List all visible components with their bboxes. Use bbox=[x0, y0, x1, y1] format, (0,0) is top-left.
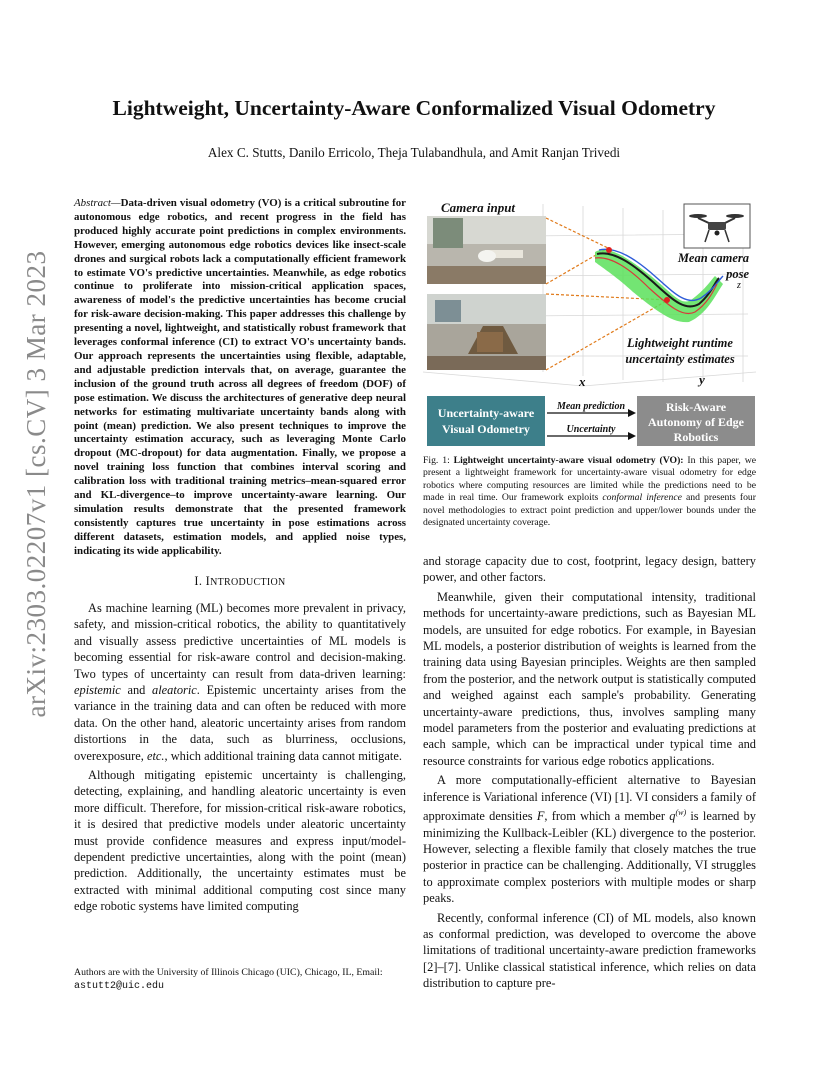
term-aleatoric: aleatoric bbox=[152, 683, 197, 697]
text-run: As machine learning (ML) becomes more prevalent in privacy, safety, and mission-critical robotics, the ability to quantitatively and visually assess predictive uncertainties of ML models is becoming essential for risk-aware control and decision-making. Two types of uncertainty can result from data-driven learning: bbox=[74, 600, 406, 681]
text-run: . Epistemic uncertainty arises from the variance in the training data and can often be reduced with more data. On the other hand, aleatoric uncertainty arises from random distortions in the data, such as blurriness, occlusions, overexposure, bbox=[74, 683, 406, 763]
math-symbol: q bbox=[669, 809, 676, 824]
mean-camera-pose-label-1: Mean camera bbox=[677, 251, 749, 265]
camera-input-label: Camera input bbox=[441, 200, 516, 215]
caption-bold: Lightweight uncertainty-aware visual odometry (VO): bbox=[453, 455, 684, 466]
drone-icon bbox=[684, 204, 750, 248]
figure-1-caption bbox=[423, 455, 756, 529]
footnote-text: Authors are with the University of Illinois Chicago (UIC), Chicago, IL, Email: bbox=[74, 967, 383, 978]
paper-title: Lightweight, Uncertainty-Aware Conformalized Visual Odometry bbox=[112, 96, 716, 120]
pose-marker bbox=[606, 247, 612, 253]
math-symbol: F bbox=[536, 809, 545, 824]
axis-y-label: y bbox=[699, 372, 705, 387]
paragraph: Although mitigating epistemic uncertainty is challenging, detecting, explaining, and handling aleatoric uncertainty is even more difficult. Therefore, for mission-critical risk-aware robotics, it is desired that predictive models under aleatoric uncertainty must provide confidence measures and express input/model-dependent predictive uncertainties, along with the point (mean) prediction. Additionally, the uncertainty estimates must be extracted with minimal additional computing cost since many edge robotic systems have limited computing bbox=[74, 768, 406, 914]
left-column bbox=[74, 197, 406, 918]
paragraph bbox=[423, 772, 756, 906]
author-footnote bbox=[74, 966, 406, 993]
paragraph: Meanwhile, given their computational intensity, traditional methods for uncertainty-aware predictions, such as Bayesian ML models, are unsuited for edge robotics. For example, in Bayesian ML models, a posterior distribution of weights is learned from the training data using Bayesian principles. Weights are then sampled from the posterior, and the network output is statistically computed and weighed against each sample's probability. Generating uncertainty-aware predictions, thus, involves sampling many model parameters from the posterior and evaluating predictions at each sample, which can be impractical under typical time and resource constraints for various edge robotics applications. bbox=[423, 589, 756, 768]
section-heading-introduction bbox=[74, 573, 406, 591]
text-run: , from which a member bbox=[544, 809, 670, 824]
abstract-text: Data-driven visual odometry (VO) is a critical subroutine for autonomous edge robotics, and recent progress in the field has produced highly accurate point predictions in complex environments. However, emerging autonomous edge robotics devices like insect-scale drones and surgical robots lack a computationally efficient framework to estimate VO's predictive uncertainties. Meanwhile, as edge robotics continue to proliferate into mission-critical application spaces, awareness of model's the predictive uncertainties has become crucial for risk-aware decision-making. This paper addresses this challenge by presenting a novel, lightweight, and statistically robust framework that leverages conformal inference (CI) to extract VO's uncertainty bands. Our approach represents the uncertainties using flexible, adaptable, and adjustable prediction intervals that, on average, guarantee the inclusion of the ground truth across all degrees of freedom (DOF) of pose estimation. We discuss the architectures of generative deep neural networks for estimating multivariate uncertainty bands along with point (mean) prediction. We also present techniques to improve the uncertainty estimation accuracy, such as leveraging Monte Carlo dropout (MC-dropout) for data augmentation. Finally, we propose a novel training loss function that combines interval scoring and calibration loss with traditional training metrics–mean-squared error and KL-divergence–to improve uncertainty-aware learning. Our simulation results demonstrate that the presented framework consistently captures true uncertainty in pose estimations across different datasets, estimation models, and applied noise types, indicating its wide applicability. bbox=[74, 197, 406, 557]
runtime-label-1: Lightweight runtime bbox=[627, 336, 733, 350]
arxiv-identifier-stamp: arXiv:2303.02207v1 [cs.CV] 3 Mar 2023 bbox=[21, 250, 51, 718]
section-title-initial: I bbox=[205, 573, 211, 588]
box-right-line-2: Autonomy of Edge bbox=[647, 415, 745, 429]
mean-camera-pose-label-2: pose bbox=[726, 267, 749, 281]
math-superscript: (w) bbox=[675, 808, 687, 818]
text-run: is learned by minimizing the Kullback-Leibler (KL) divergence to the posterior. However, selecting a flexible family that closely matches the true posterior in practice can be challenging. Additionally, VI struggles to approximate complex posteriors with multiple modes or sharp peaks. bbox=[423, 809, 756, 906]
caption-text: In this paper, we present a lightweight framework for uncertainty-aware visual odometry for edge robotics where computing resources are limited while the predictions need to be made in real time. Our framework exploits bbox=[423, 455, 756, 504]
pose-marker bbox=[664, 297, 670, 303]
arrow-label-mean-prediction: Mean prediction bbox=[556, 401, 626, 412]
term-etc: etc. bbox=[146, 748, 165, 763]
text-run: , which additional training data cannot mitigate. bbox=[164, 748, 402, 763]
paragraph: Recently, conformal inference (CI) of ML models, also known as conformal prediction, was developed to overcome the above limitations of traditional uncertainty-aware prediction frameworks [2]–[7]. Unlike classical statistical inference, which relies on data distribution to capture pre- bbox=[423, 910, 756, 991]
caption-label: Fig. 1: bbox=[423, 455, 454, 466]
footnote-email[interactable]: astutt2@uic.edu bbox=[74, 981, 165, 992]
figure-1-graphic bbox=[423, 196, 756, 450]
paragraph: and storage capacity due to cost, footprint, legacy design, battery power, and other factors. bbox=[423, 554, 756, 585]
box-right-line-3: Robotics bbox=[673, 430, 719, 444]
arrow-label-uncertainty: Uncertainty bbox=[566, 424, 616, 435]
text-run: and bbox=[120, 683, 153, 697]
axis-x-label: x bbox=[579, 374, 586, 389]
caption-italic: conformal inference bbox=[602, 492, 682, 504]
term-epistemic: epistemic bbox=[74, 683, 121, 697]
text-run: A more computationally-efficient alternative to Bayesian inference is Variational inference (VI) [1]. VI considers a family of approximate densities bbox=[423, 773, 756, 824]
axis-z-label: z bbox=[737, 280, 741, 291]
caption-text: and presents four novel methodologies to extract point prediction and upper/lower bounds under the designated uncertainty coverage. bbox=[423, 492, 756, 529]
introduction-body bbox=[74, 600, 406, 915]
paragraph bbox=[74, 600, 406, 764]
arrow-heads bbox=[628, 409, 636, 440]
section-title-rest: NTRODUCTION bbox=[210, 576, 286, 588]
box-left-line-1: Uncertainty-aware bbox=[437, 406, 535, 420]
abstract bbox=[74, 197, 406, 559]
box-left-line-2: Visual Odometry bbox=[442, 422, 530, 436]
author-list: Alex C. Stutts, Danilo Erricolo, Theja Tulabandhula, and Amit Ranjan Trivedi bbox=[207, 145, 621, 160]
right-column-body bbox=[423, 553, 756, 995]
box-right-line-1: Risk-Aware bbox=[665, 400, 727, 414]
runtime-label-2: uncertainty estimates bbox=[625, 352, 735, 366]
box-uncertainty-aware-vo bbox=[427, 396, 545, 446]
camera-image-1 bbox=[427, 216, 546, 284]
camera-image-2 bbox=[427, 294, 546, 370]
abstract-lead: Abstract— bbox=[74, 197, 121, 209]
section-number: I. bbox=[194, 573, 203, 588]
figure-1 bbox=[423, 196, 756, 450]
